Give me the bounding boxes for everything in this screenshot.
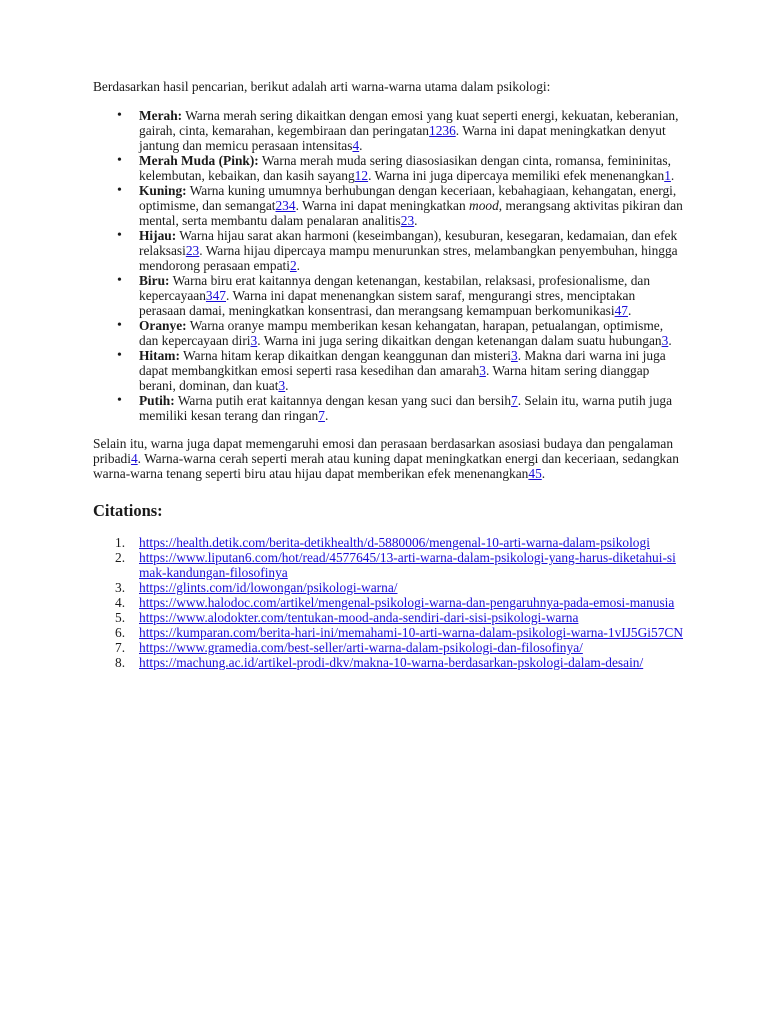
text-span: Warna merah muda sering diasosiasikan dengan cinta, romansa, femininitas, kelembutan, kebaikan, dan kasih sayang	[139, 153, 671, 183]
color-list-item	[139, 318, 683, 348]
text-span: Warna merah sering dikaitkan dengan emosi yang kuat seperti energi, kekuatan, keberanian, gairah, cinta, kemarahan, kegembiraan dan peringatan	[139, 108, 679, 138]
text-span: Warna putih erat kaitannya dengan kesan yang suci dan bersih	[174, 393, 512, 408]
citation-number: 4.	[115, 595, 126, 610]
citation-ref-link[interactable]: 3	[278, 378, 286, 393]
citation-url-link[interactable]: https://www.liputan6.com/hot/read/4577645/13-arti-warna-dalam-psikologi-yang-harus-diketahui-simak-kandungan-filosofinya	[139, 550, 676, 580]
text-span: Warna biru erat kaitannya dengan ketenangan, kestabilan, relaksasi, profesionalisme, dan kepercayaan	[139, 273, 651, 303]
text-span: Selain itu, warna juga dapat memengaruhi emosi dan perasaan berdasarkan asosiasi budaya dan pengalaman pribadi	[93, 436, 674, 466]
citation-url-link[interactable]: https://health.detik.com/berita-detikhealth/d-5880006/mengenal-10-arti-warna-dalam-psikologi	[139, 535, 650, 550]
color-name: Putih:	[139, 393, 175, 408]
text-span: .	[670, 168, 675, 183]
text-span: .	[324, 408, 329, 423]
text-span: . Warna ini dapat menenangkan sistem saraf, mengurangi stres, menciptakan perasaan damai, meningkatkan konsentrasi, dan merangsang kemampuan berkomunikasi	[139, 288, 636, 318]
text-span: . Warna-warna cerah seperti merah atau kuning dapat meningkatkan energi dan keceriaan, sedangkan warna-warna tenang seperti biru atau hijau dapat memberikan efek menenangkan	[93, 451, 679, 481]
citation-ref-link[interactable]: 45	[528, 466, 542, 481]
citation-item	[115, 655, 683, 670]
citation-ref-link[interactable]: 7	[511, 393, 518, 408]
citation-item	[115, 580, 683, 595]
color-list-item	[139, 183, 683, 228]
citation-ref-link[interactable]: 234	[275, 198, 296, 213]
color-name: Merah:	[139, 108, 183, 123]
citation-item	[115, 550, 683, 580]
text-span: . Warna hitam sering dianggap berani, dominan, dan kuat	[139, 363, 650, 393]
citation-item	[115, 640, 683, 655]
citation-ref-link[interactable]: 2	[289, 258, 297, 273]
citation-ref-link[interactable]: 1	[664, 168, 671, 183]
closing-paragraph	[93, 436, 683, 481]
citation-ref-link[interactable]: 23	[400, 213, 415, 228]
text-span: Warna kuning umumnya berhubungan dengan keceriaan, kebahagiaan, kehangatan, energi, optimisme, dan semangat	[139, 183, 677, 213]
citation-url-link[interactable]: https://www.gramedia.com/best-seller/arti-warna-dalam-psikologi-dan-filosofinya/	[139, 640, 583, 655]
citation-number: 6.	[115, 625, 126, 640]
citation-ref-link[interactable]: 47	[614, 303, 628, 318]
emphasis-text: mood	[469, 198, 499, 213]
color-name: Biru:	[139, 273, 170, 288]
color-name: Merah Muda (Pink):	[139, 153, 259, 168]
citation-item	[115, 625, 684, 640]
text-span: . Warna hijau dipercaya mampu menurunkan stres, melambangkan penyembuhan, hingga mendorong perasaan empati	[139, 243, 678, 273]
citation-item	[115, 595, 683, 610]
citation-item	[115, 610, 683, 625]
text-span: .	[296, 258, 301, 273]
citation-url-link[interactable]: https://glints.com/id/lowongan/psikologi-warna/	[139, 580, 398, 595]
citation-ref-link[interactable]: 4	[352, 138, 360, 153]
color-name: Oranye:	[139, 318, 187, 333]
color-list-item	[139, 108, 683, 153]
citation-number: 7.	[115, 640, 126, 655]
citation-ref-link[interactable]: 7	[318, 408, 325, 423]
citation-ref-link[interactable]: 3	[661, 333, 669, 348]
citation-url-link[interactable]: https://kumparan.com/berita-hari-ini/memahami-10-arti-warna-dalam-psikologi-warna-1vIJ5Gi57CN	[139, 625, 684, 640]
text-span: .	[359, 138, 363, 153]
citations-heading: Citations:	[93, 501, 163, 520]
citation-ref-link[interactable]: 1236	[429, 123, 456, 138]
color-list-item	[139, 153, 683, 183]
color-list-item	[139, 228, 683, 273]
text-span: .	[285, 378, 289, 393]
citation-number: 2.	[115, 550, 126, 565]
text-span: .	[668, 333, 672, 348]
text-span: .	[627, 303, 632, 318]
citation-number: 5.	[115, 610, 126, 625]
citation-number: 8.	[115, 655, 126, 670]
color-list-item	[139, 273, 683, 318]
color-name: Hijau:	[139, 228, 177, 243]
color-name: Kuning:	[139, 183, 187, 198]
citation-url-link[interactable]: https://www.halodoc.com/artikel/mengenal-psikologi-warna-dan-pengaruhnya-pada-emosi-manusia	[139, 595, 675, 610]
text-span: . Warna ini juga sering dikaitkan dengan ketenangan dalam suatu hubungan	[257, 333, 662, 348]
color-meaning-list	[93, 108, 683, 423]
citations-list	[93, 535, 683, 670]
text-span: , merangsang aktivitas pikiran dan mental, serta membantu dalam penalaran analitis	[139, 198, 683, 228]
color-list-item	[139, 348, 683, 393]
citation-number: 3.	[115, 580, 126, 595]
text-span: .	[541, 466, 546, 481]
text-span: . Selain itu, warna putih juga memiliki kesan terang dan ringan	[139, 393, 673, 423]
text-span: .	[414, 213, 418, 228]
citation-ref-link[interactable]: 3	[479, 363, 486, 378]
citation-url-link[interactable]: https://machung.ac.id/artikel-prodi-dkv/makna-10-warna-berdasarkan-pskologi-dalam-desain/	[139, 655, 644, 670]
citation-ref-link[interactable]: 23	[185, 243, 200, 258]
citation-ref-link[interactable]: 12	[354, 168, 369, 183]
citation-ref-link[interactable]: 347	[205, 288, 226, 303]
intro-paragraph: Berdasarkan hasil pencarian, berikut adalah arti warna-warna utama dalam psikologi:	[93, 79, 551, 94]
citation-number: 1.	[115, 535, 126, 550]
text-span: Warna hijau sarat akan harmoni (keseimbangan), kesuburan, kesegaran, kedamaian, dan efek relaksasi	[139, 228, 678, 258]
text-span: . Makna dari warna ini juga dapat membangkitkan emosi seperti rasa kesedihan dan amarah	[139, 348, 666, 378]
text-span: Warna hitam kerap dikaitkan dengan keanggunan dan misteri	[179, 348, 512, 363]
text-span: . Warna ini dapat meningkatkan	[295, 198, 470, 213]
text-span: . Warna ini juga dipercaya memiliki efek menenangkan	[368, 168, 665, 183]
document-body	[93, 79, 683, 670]
text-span: . Warna ini dapat meningkatkan denyut jantung dan memicu perasaan intensitas	[139, 123, 666, 153]
color-list-item	[139, 393, 683, 423]
citation-ref-link[interactable]: 3	[511, 348, 518, 363]
color-name: Hitam:	[139, 348, 180, 363]
citation-url-link[interactable]: https://www.alodokter.com/tentukan-mood-anda-sendiri-dari-sisi-psikologi-warna	[139, 610, 579, 625]
citation-item	[115, 535, 683, 550]
citation-ref-link[interactable]: 4	[130, 451, 138, 466]
text-span: Warna oranye mampu memberikan kesan kehangatan, harapan, petualangan, optimisme, dan kepercayaan diri	[139, 318, 664, 348]
citation-ref-link[interactable]: 3	[250, 333, 258, 348]
